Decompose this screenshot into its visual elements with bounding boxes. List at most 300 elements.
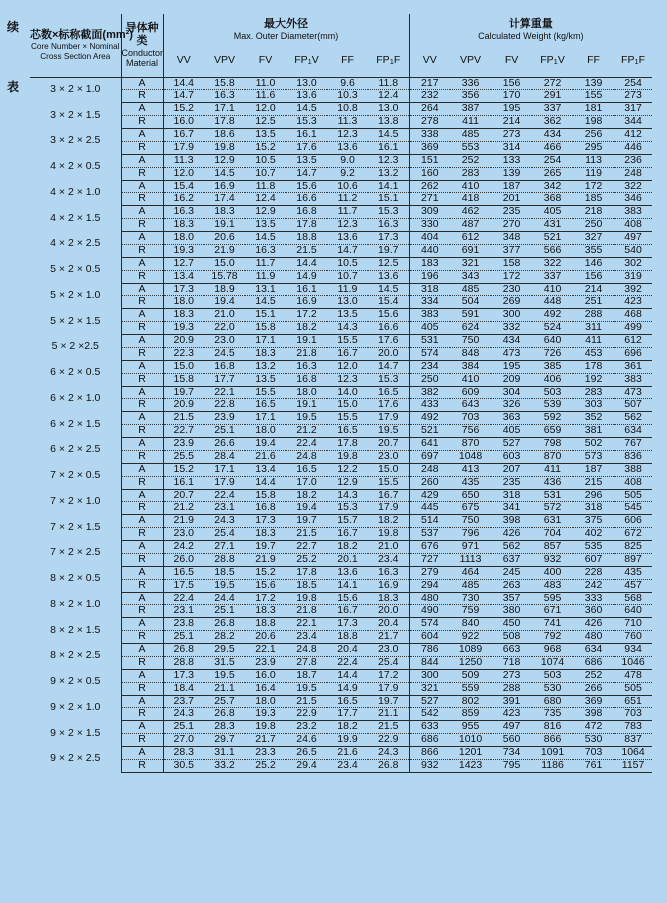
table-row <box>30 309 652 322</box>
weight-cell: 317 <box>614 103 652 116</box>
diameter-cell: 12.9 <box>204 154 245 167</box>
diameter-cell: 20.0 <box>368 605 409 618</box>
diameter-cell: 25.4 <box>368 656 409 669</box>
conductor-cell: A <box>121 592 163 605</box>
diameter-cell: 21.6 <box>245 450 286 463</box>
diameter-cell: 17.6 <box>286 141 327 154</box>
diameter-cell: 14.1 <box>368 180 409 193</box>
weight-cell: 756 <box>450 425 491 438</box>
conductor-cell: A <box>121 644 163 657</box>
weight-cell: 932 <box>409 759 450 772</box>
diameter-cell: 22.1 <box>286 618 327 631</box>
weight-cell: 283 <box>450 167 491 180</box>
diameter-cell: 20.0 <box>368 347 409 360</box>
diameter-cell: 12.7 <box>163 257 204 270</box>
diameter-cell: 17.1 <box>245 335 286 348</box>
spec-cell: 7 × 2 × 1.0 <box>30 489 121 515</box>
weight-cell: 574 <box>409 618 450 631</box>
spec-cell: 5 × 2 × 1.5 <box>30 309 121 335</box>
weight-cell: 574 <box>409 347 450 360</box>
weight-cell: 514 <box>409 515 450 528</box>
conductor-header-zh: 导体种类 <box>125 22 159 48</box>
weight-cell: 457 <box>614 579 652 592</box>
weight-cell: 503 <box>532 386 573 399</box>
weight-cell: 245 <box>491 566 532 579</box>
weight-cell: 172 <box>491 270 532 283</box>
diameter-cell: 11.8 <box>368 77 409 90</box>
weight-cell: 254 <box>614 77 652 90</box>
diameter-cell: 25.1 <box>204 425 245 438</box>
weight-cell: 318 <box>409 283 450 296</box>
table-row <box>30 579 652 592</box>
diameter-cell: 16.8 <box>286 373 327 386</box>
diameter-cell: 12.5 <box>368 257 409 270</box>
weight-cell: 288 <box>573 309 614 322</box>
weight-cell: 398 <box>491 515 532 528</box>
diameter-cell: 12.3 <box>327 373 368 386</box>
weight-cell: 388 <box>614 463 652 476</box>
weight-cell: 480 <box>409 592 450 605</box>
weight-cell: 612 <box>614 335 652 348</box>
weight-cell: 178 <box>573 360 614 373</box>
weight-cell: 473 <box>491 347 532 360</box>
weight-cell: 718 <box>491 656 532 669</box>
diameter-cell: 19.3 <box>163 322 204 335</box>
diameter-cell: 19.3 <box>163 244 204 257</box>
weight-cell: 198 <box>573 116 614 129</box>
weight-cell: 472 <box>573 721 614 734</box>
spec-cell: 5 × 2 ×2.5 <box>30 335 121 361</box>
weight-cell: 825 <box>614 541 652 554</box>
conductor-cell: R <box>121 450 163 463</box>
diameter-cell: 21.1 <box>368 708 409 721</box>
diam-col-fv: FV <box>245 44 286 77</box>
diameter-cell: 14.7 <box>286 167 327 180</box>
diameter-cell: 13.6 <box>327 566 368 579</box>
diameter-cell: 15.1 <box>368 193 409 206</box>
weight-cell: 406 <box>532 373 573 386</box>
weight-cell: 566 <box>532 244 573 257</box>
weight-cell: 1113 <box>450 553 491 566</box>
diameter-cell: 24.8 <box>286 450 327 463</box>
diameter-cell: 24.5 <box>204 347 245 360</box>
table-row <box>30 399 652 412</box>
weight-cell: 348 <box>491 232 532 245</box>
diameter-cell: 25.1 <box>163 631 204 644</box>
diameter-cell: 15.5 <box>368 476 409 489</box>
table-row <box>30 412 652 425</box>
conductor-cell: R <box>121 347 163 360</box>
weight-cell: 727 <box>409 553 450 566</box>
weight-cell: 704 <box>532 528 573 541</box>
diameter-cell: 24.6 <box>286 734 327 747</box>
weight-cell: 380 <box>491 605 532 618</box>
weight-col-fp1f: $FP_1F$ <box>614 44 652 77</box>
weight-cell: 352 <box>573 412 614 425</box>
weight-cell: 341 <box>491 502 532 515</box>
table-row <box>30 669 652 682</box>
diameter-cell: 22.1 <box>204 386 245 399</box>
weight-cell: 934 <box>614 644 652 657</box>
diameter-cell: 14.9 <box>327 682 368 695</box>
spec-header-en: Core Number × Nominal Cross Section Area <box>30 42 120 61</box>
weight-cell: 680 <box>532 695 573 708</box>
weight-cell: 248 <box>614 167 652 180</box>
conductor-cell: A <box>121 489 163 502</box>
diameter-cell: 22.4 <box>327 656 368 669</box>
diameter-cell: 16.8 <box>245 502 286 515</box>
diameter-cell: 23.1 <box>204 502 245 515</box>
weight-cell: 643 <box>450 399 491 412</box>
table-row <box>30 219 652 232</box>
weight-cell: 273 <box>491 669 532 682</box>
diameter-cell: 13.5 <box>327 309 368 322</box>
conductor-cell: A <box>121 360 163 373</box>
weight-cell: 435 <box>450 476 491 489</box>
weight-cell: 426 <box>573 618 614 631</box>
spec-cell: 7 × 2 × 1.5 <box>30 515 121 541</box>
diameter-cell: 28.3 <box>163 747 204 760</box>
diameter-cell: 15.2 <box>163 103 204 116</box>
diameter-cell: 19.8 <box>368 528 409 541</box>
weight-cell: 355 <box>573 244 614 257</box>
weight-cell: 264 <box>409 103 450 116</box>
diameter-cell: 13.5 <box>245 373 286 386</box>
table-row <box>30 759 652 772</box>
weight-cell: 314 <box>491 141 532 154</box>
diameter-cell: 15.8 <box>204 77 245 90</box>
diameter-cell: 10.8 <box>327 103 368 116</box>
diameter-cell: 16.2 <box>163 193 204 206</box>
weight-cell: 703 <box>614 708 652 721</box>
diameter-cell: 19.5 <box>286 412 327 425</box>
conductor-cell: A <box>121 180 163 193</box>
table-row <box>30 553 652 566</box>
weight-cell: 603 <box>491 450 532 463</box>
weight-cell: 539 <box>532 399 573 412</box>
diameter-cell: 14.5 <box>245 296 286 309</box>
weight-cell: 322 <box>532 257 573 270</box>
weight-cell: 505 <box>614 489 652 502</box>
weight-cell: 663 <box>491 644 532 657</box>
conductor-cell: R <box>121 502 163 515</box>
diameter-cell: 15.8 <box>245 489 286 502</box>
conductor-cell: A <box>121 412 163 425</box>
weight-cell: 270 <box>491 219 532 232</box>
table-row <box>30 734 652 747</box>
weight-cell: 478 <box>614 669 652 682</box>
diameter-cell: 18.0 <box>163 296 204 309</box>
diameter-cell: 28.2 <box>204 631 245 644</box>
diameter-cell: 11.8 <box>245 180 286 193</box>
spec-header <box>30 14 133 77</box>
weight-cell: 435 <box>614 566 652 579</box>
diameter-cell: 12.3 <box>368 154 409 167</box>
diameter-cell: 9.0 <box>327 154 368 167</box>
diameter-cell: 19.4 <box>245 438 286 451</box>
diameter-cell: 29.7 <box>204 734 245 747</box>
diameter-cell: 12.0 <box>327 360 368 373</box>
weight-cell: 201 <box>491 193 532 206</box>
diameter-cell: 26.8 <box>204 708 245 721</box>
weight-cell: 242 <box>573 579 614 592</box>
weight-cell: 710 <box>614 618 652 631</box>
diameter-cell: 21.5 <box>286 695 327 708</box>
weight-cell: 866 <box>409 747 450 760</box>
weight-col-vv: VV <box>409 44 450 77</box>
diameter-cell: 22.8 <box>204 399 245 412</box>
weight-cell: 527 <box>409 695 450 708</box>
weight-cell: 1046 <box>614 656 652 669</box>
weight-cell: 230 <box>491 283 532 296</box>
diameter-cell: 16.8 <box>286 206 327 219</box>
weight-cell: 802 <box>450 695 491 708</box>
weight-cell: 423 <box>614 296 652 309</box>
table-row <box>30 463 652 476</box>
diameter-cell: 15.4 <box>368 296 409 309</box>
diameter-cell: 23.2 <box>286 721 327 734</box>
weight-cell: 273 <box>614 90 652 103</box>
weight-cell: 272 <box>532 77 573 90</box>
diameter-cell: 18.0 <box>245 425 286 438</box>
weight-cell: 448 <box>532 296 573 309</box>
diameter-cell: 19.7 <box>368 244 409 257</box>
weight-cell: 1201 <box>450 747 491 760</box>
weight-cell: 857 <box>532 541 573 554</box>
weight-cell: 181 <box>573 103 614 116</box>
conductor-cell: R <box>121 605 163 618</box>
conductor-cell: R <box>121 528 163 541</box>
weight-cell: 480 <box>573 631 614 644</box>
conductor-cell: A <box>121 695 163 708</box>
weight-cell: 383 <box>614 206 652 219</box>
weight-cell: 113 <box>573 154 614 167</box>
weight-cell: 703 <box>573 747 614 760</box>
weight-cell: 278 <box>409 116 450 129</box>
diameter-cell: 21.0 <box>368 541 409 554</box>
weight-cell: 650 <box>450 489 491 502</box>
weight-cell: 357 <box>491 592 532 605</box>
weight-cell: 562 <box>614 412 652 425</box>
spec-cell: 6 × 2 × 1.5 <box>30 412 121 438</box>
diameter-cell: 18.3 <box>245 347 286 360</box>
weight-cell: 527 <box>491 438 532 451</box>
spec-cell: 4 × 2 × 1.0 <box>30 180 121 206</box>
diameter-cell: 21.2 <box>163 502 204 515</box>
weight-cell: 922 <box>450 631 491 644</box>
diameter-cell: 16.8 <box>204 360 245 373</box>
table-row <box>30 141 652 154</box>
spec-cell: 7 × 2 × 0.5 <box>30 463 121 489</box>
diameter-cell: 13.0 <box>368 103 409 116</box>
diameter-header-en: Max. Outer Diameter(mm) <box>233 30 339 41</box>
diameter-cell: 19.1 <box>286 399 327 412</box>
diameter-cell: 19.7 <box>368 695 409 708</box>
diameter-cell: 22.7 <box>286 541 327 554</box>
weight-cell: 840 <box>450 618 491 631</box>
weight-cell: 485 <box>450 579 491 592</box>
weight-cell: 568 <box>614 592 652 605</box>
weight-cell: 1250 <box>450 656 491 669</box>
conductor-cell: A <box>121 232 163 245</box>
table-row <box>30 180 652 193</box>
weight-cell: 955 <box>450 721 491 734</box>
conductor-cell: A <box>121 541 163 554</box>
weight-cell: 499 <box>614 322 652 335</box>
diameter-cell: 16.3 <box>245 244 286 257</box>
diameter-cell: 22.0 <box>204 322 245 335</box>
table-row <box>30 232 652 245</box>
diam-col-fp1v: $FP_1V$ <box>286 44 327 77</box>
weight-cell: 686 <box>409 734 450 747</box>
weight-cell: 304 <box>491 386 532 399</box>
table-row <box>30 425 652 438</box>
diameter-cell: 25.1 <box>163 721 204 734</box>
diameter-cell: 17.3 <box>245 515 286 528</box>
diameter-cell: 18.4 <box>163 682 204 695</box>
weight-cell: 502 <box>573 438 614 451</box>
weight-cell: 816 <box>532 721 573 734</box>
weight-cell: 291 <box>532 90 573 103</box>
diameter-cell: 11.0 <box>245 77 286 90</box>
weight-cell: 196 <box>409 270 450 283</box>
weight-cell: 146 <box>573 257 614 270</box>
continued-label-1: 续 <box>6 20 19 34</box>
diameter-cell: 17.2 <box>286 309 327 322</box>
diameter-cell: 14.9 <box>286 270 327 283</box>
diameter-cell: 24.3 <box>163 708 204 721</box>
table-row <box>30 708 652 721</box>
weight-cell: 836 <box>614 450 652 463</box>
weight-cell: 535 <box>573 541 614 554</box>
weight-cell: 633 <box>409 721 450 734</box>
weight-cell: 279 <box>409 566 450 579</box>
weight-cell: 697 <box>409 450 450 463</box>
weight-cell: 897 <box>614 553 652 566</box>
weight-cell: 434 <box>491 335 532 348</box>
table-row <box>30 450 652 463</box>
diameter-cell: 17.9 <box>163 141 204 154</box>
weight-cell: 1074 <box>532 656 573 669</box>
diameter-cell: 13.5 <box>245 219 286 232</box>
diameter-cell: 16.5 <box>245 399 286 412</box>
diameter-cell: 23.3 <box>245 747 286 760</box>
diameter-cell: 15.78 <box>204 270 245 283</box>
weight-cell: 509 <box>450 669 491 682</box>
table-row <box>30 528 652 541</box>
diameter-cell: 19.1 <box>286 335 327 348</box>
weight-cell: 254 <box>532 154 573 167</box>
diameter-cell: 21.2 <box>286 425 327 438</box>
weight-cell: 562 <box>491 541 532 554</box>
table-row <box>30 695 652 708</box>
diameter-cell: 19.5 <box>204 579 245 592</box>
weight-cell: 214 <box>491 116 532 129</box>
spec-cell: 8 × 2 × 1.5 <box>30 618 121 644</box>
diameter-cell: 20.6 <box>204 232 245 245</box>
weight-cell: 300 <box>491 309 532 322</box>
diameter-cell: 11.7 <box>245 257 286 270</box>
diameter-cell: 16.5 <box>286 463 327 476</box>
weight-cell: 369 <box>573 695 614 708</box>
diameter-cell: 14.7 <box>163 90 204 103</box>
table-row <box>30 296 652 309</box>
diameter-cell: 14.4 <box>163 77 204 90</box>
weight-cell: 870 <box>532 450 573 463</box>
weight-cell: 468 <box>614 309 652 322</box>
weight-cell: 400 <box>532 566 573 579</box>
weight-cell: 411 <box>532 463 573 476</box>
conductor-cell: R <box>121 296 163 309</box>
diameter-cell: 14.3 <box>327 489 368 502</box>
conductor-cell: A <box>121 618 163 631</box>
diameter-cell: 22.9 <box>368 734 409 747</box>
diameter-cell: 17.6 <box>368 335 409 348</box>
diameter-cell: 18.8 <box>286 232 327 245</box>
conductor-cell: A <box>121 463 163 476</box>
weight-cell: 209 <box>491 373 532 386</box>
diameter-cell: 15.3 <box>368 206 409 219</box>
diameter-cell: 14.5 <box>286 103 327 116</box>
weight-cell: 362 <box>532 116 573 129</box>
diameter-cell: 14.5 <box>245 232 286 245</box>
diameter-cell: 18.2 <box>286 489 327 502</box>
table-header <box>30 14 652 77</box>
weight-cell: 759 <box>450 605 491 618</box>
conductor-cell: R <box>121 219 163 232</box>
diameter-cell: 23.0 <box>204 335 245 348</box>
weight-cell: 260 <box>409 476 450 489</box>
diameter-cell: 17.3 <box>368 232 409 245</box>
diameter-cell: 21.7 <box>368 631 409 644</box>
diameter-cell: 12.0 <box>245 103 286 116</box>
diameter-cell: 17.2 <box>245 592 286 605</box>
conductor-cell: A <box>121 566 163 579</box>
diameter-cell: 17.3 <box>163 283 204 296</box>
diameter-cell: 18.0 <box>163 232 204 245</box>
weight-cell: 485 <box>450 129 491 142</box>
weight-cell: 295 <box>573 141 614 154</box>
diameter-cell: 16.3 <box>368 566 409 579</box>
diameter-cell: 23.4 <box>286 631 327 644</box>
weight-cell: 387 <box>450 103 491 116</box>
table-row <box>30 656 652 669</box>
diameter-cell: 15.0 <box>368 463 409 476</box>
diameter-cell: 15.5 <box>245 386 286 399</box>
weight-cell: 659 <box>532 425 573 438</box>
weight-cell: 283 <box>573 386 614 399</box>
table-row <box>30 721 652 734</box>
weight-cell: 185 <box>573 193 614 206</box>
diameter-cell: 14.5 <box>204 167 245 180</box>
diameter-cell: 23.9 <box>204 412 245 425</box>
continued-label-2: 表 <box>6 80 19 94</box>
diameter-cell: 10.3 <box>327 90 368 103</box>
diameter-cell: 18.2 <box>368 515 409 528</box>
weight-cell: 592 <box>532 412 573 425</box>
conductor-cell: A <box>121 309 163 322</box>
weight-cell: 248 <box>409 463 450 476</box>
weight-cell: 607 <box>573 553 614 566</box>
diameter-cell: 22.7 <box>163 425 204 438</box>
weight-col-vpv: VPV <box>450 44 491 77</box>
weight-cell: 361 <box>614 360 652 373</box>
diam-col-vv: VV <box>163 44 204 77</box>
weight-cell: 530 <box>573 734 614 747</box>
conductor-cell: R <box>121 734 163 747</box>
weight-cell: 344 <box>614 116 652 129</box>
weight-cell: 540 <box>614 244 652 257</box>
